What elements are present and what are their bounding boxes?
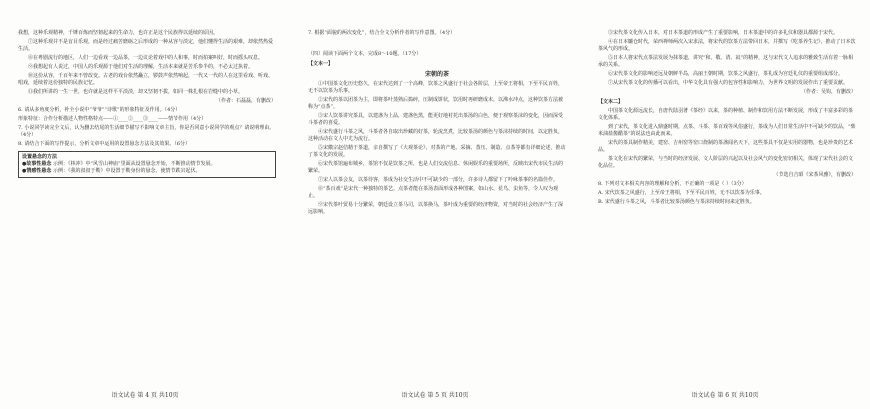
text-2-label: 【文本二】 <box>598 99 624 105</box>
box-row-label: ●情感性悬念 <box>22 168 52 174</box>
text-1-label: 【文本一】 <box>308 61 334 67</box>
paragraph: 宋代的茶具制作精美，建窑、吉州窑等窑口烧制的茶盏闻名天下，这些茶具不仅是实用的器物，也是珍贵的艺术品。 <box>598 140 854 153</box>
paragraph: ⑨宋代茶叶贸易十分繁荣，朝廷设立茶马司，以茶换马，茶叶成为重要的经济物资，对当时的社会经济产生了深远影响。 <box>308 202 564 215</box>
page-4-content <box>18 30 276 178</box>
page-footer: 语文试卷 第 4 页 共10页 <box>111 392 179 399</box>
box-row <box>22 168 272 175</box>
paragraph: ①中国茶文化历史悠久，在宋代达到了一个高峰，饮茶之风盛行于社会各阶层，上至帝王将相，下至平民百姓，无不以饮茶为乐事。 <box>308 81 564 94</box>
paragraph: ④在日本镰仓时代，荣西禅师两次入宋求法，将宋代的饮茶方法带回日本，并撰写《吃茶养生记》，推动了日本饮茶风气的形成。 <box>598 39 856 52</box>
paragraph: 中国茶文化源远流长，自唐代陆羽著《茶经》以来，茶的种植、制作和饮用方法不断发展，形成了丰富多彩的茶文化体系。 <box>598 108 854 121</box>
page-6-content <box>598 30 856 208</box>
exam-page-4 <box>0 0 290 409</box>
paragraph: ⑤宋徽宗赵佶精于茶道，亲自撰写了《大观茶论》，对茶的产地、采摘、蒸压、制造、点茶等都有详细论述，推动了茶文化的发展。 <box>308 145 566 158</box>
question-8: 8. 下列对文本相关内容的理解和分析，不正确的一项是（ ）（3分） <box>598 181 747 187</box>
box-row-label: ●故事性悬念 <box>22 161 52 167</box>
exam-page-6 <box>580 0 870 409</box>
box-row-text: 示例：《我的叔叔于勒》中设置于勒身份的悬念，使情节跌宕起伏。 <box>52 168 201 174</box>
question-6: 6. 请从多角度分析，补全小说中“爷爷”“诗歌”的形象特征及作用。（4分） <box>18 107 181 113</box>
paragraph: 我想，这种乐观精神，千锤百炼而坚韧起来的生命力，也许正是这个民族得以延续的原因。 <box>18 30 219 36</box>
box-title: 设置悬念的方法 <box>22 154 58 160</box>
question-7: 7. 小说同学读完全文后，认为删去结尾的生活细节描写不影响文章主旨，你是否同意小说同学的观点？请说明理由。（4分） <box>18 125 275 138</box>
paragraph: ⑧“茶百戏”是宋代一种独特的茶艺，点茶者能在茶汤表面形成各种图案，如山水、花鸟、虫鱼等，令人叹为观止。 <box>308 186 559 199</box>
option-a: A. 宋代饮茶之风盛行，上至帝王将相，下至平民百姓，无不以饮茶为乐事。 <box>598 190 765 196</box>
page-5-content <box>308 30 566 218</box>
exam-page-5 <box>290 0 580 409</box>
option-b: B. 宋代盛行斗茶之风，斗茶者比较茶汤颜色与茶沫持续时间来定胜负。 <box>598 199 755 205</box>
paragraph: ⑩这份从容，千百年来不曾改变。古老的戏台依然矗立，锣鼓声依然响起，一代又一代的人在这里看戏、听戏、唱戏，延续着这份独特的民族记忆。 <box>18 73 274 86</box>
paragraph: ③宋代茶文化传入日本，对日本茶道的形成产生了重要影响，日本茶道中的许多礼仪和器具都源于宋代。 <box>608 30 839 36</box>
paragraph: ⑧在粤剧流行的地区，人们一边看戏一边品茶，一边议论着戏中的人和事，时而拍案叫好，时而摇头叹息。 <box>28 55 264 61</box>
box-row-text: 示例：《林冲》中“风雪山神庙”里面从设置悬念开始，不断推动情节发展。 <box>52 161 216 167</box>
paragraph: ④宋代盛行斗茶之风，斗茶者各自取出珍藏的好茶，轮流烹煮，比较茶汤的颜色与茶沫持续的时间，以定胜负，这种活动在文人中尤为流行。 <box>308 129 564 142</box>
page-footer: 语文试卷 第 6 页 共10页 <box>691 392 759 399</box>
question-8: 8. 请结合下面的写作提示，分析文章中运用的设置悬念方法及其效果。（6分） <box>18 141 191 147</box>
paragraph: ⑦宋人以茶会友，以茶待客，茶成为社交生活中不可缺少的一部分，许多诗人都留下了吟咏茶事的名篇佳作。 <box>318 177 559 183</box>
box-row <box>22 161 272 168</box>
paragraph: ⑦这种乐观并不是盲目乐观，而是经过痛苦磨砺之后形成的一种从容与淡定，他们懂得生活的艰难，却依然热爱生活。 <box>18 39 274 52</box>
paragraph: ②宋代的茶以团茶为主，即将茶叶蒸熟后捣碎，压制成饼状，饮用时再研磨成末，以沸水冲点，这种饮茶方法被称为“点茶”。 <box>308 97 564 110</box>
question-6-hint: 形象特征：合作分析描述人物性格特点——①____②____③____——情节作用（4分） <box>18 116 207 122</box>
paragraph: 茶文化在宋代的繁荣，与当时的经济发展、文人阶层的兴起以及社会风气的变化密切相关，体现了宋代社会的文化品位。 <box>598 156 854 169</box>
paragraph: 到了宋代，茶文化进入鼎盛时期，点茶、斗茶、茶百戏等风俗盛行，茶成为人们日常生活中不可缺少的饮品，“柴米油盐酱醋茶”的说法也由此而来。 <box>598 124 856 137</box>
article-source: （作者：石磊磊，有删改） <box>215 98 276 104</box>
section-intro: （四）阅读下面两个文本，完成8～10题。（17分） <box>308 51 422 57</box>
paragraph: ⑤日本人将宋代点茶法发展为抹茶道，讲究“和、敬、清、寂”的精神，这与宋代文人追求的雅致生活有着一脉相承的关系。 <box>598 55 854 68</box>
article-title: 宋朝的茶 <box>424 71 449 78</box>
paragraph: ⑥宋代茶文化的影响还远及朝鲜半岛，高丽王朝时期，饮茶之风盛行，茶礼成为宫廷礼仪的重要组成部分。 <box>608 71 844 77</box>
paragraph: ⑥宋代茶馆遍布城乡，茶馆不仅是饮茶之所，也是人们交流信息、休闲娱乐的重要场所，反映出宋代市民生活的繁荣。 <box>308 161 564 174</box>
question-7b: 7. 根据“面貌的两次变化”，结合全文分析作者的写作意图。（4分） <box>308 30 456 36</box>
writing-tips-box <box>18 151 276 178</box>
article-source: （作者：吴钩，有删改） <box>800 89 856 95</box>
page-footer: 语文试卷 第 5 页 共10页 <box>401 392 469 399</box>
paragraph: ③宋人饮茶讲究茶具，以建盏为上品，建盏色黑，能更好地衬托出茶汤的白色，便于观察茶沫的变化，因而深受斗茶者的喜爱。 <box>308 113 564 126</box>
paragraph: ⑨我想起有人说过，中国人的乐观源于他们对生活的理解，生活本来就是苦乐参半的，不必太过执着。 <box>28 64 254 70</box>
article-source: （节选自吉昭《宋茶风雅》，有删改） <box>773 172 856 178</box>
paragraph: ⑦从宋代茶文化的传播可以看出，中华文化具有强大的包容性和影响力，为世界文明的发展作出了重要贡献。 <box>608 80 849 86</box>
paragraph: ⑪我们所讲的一生一世，也许就是这样平平淡淡，却又坚韧不拔，如同一株扎根在岩缝中的小草。 <box>28 89 244 95</box>
